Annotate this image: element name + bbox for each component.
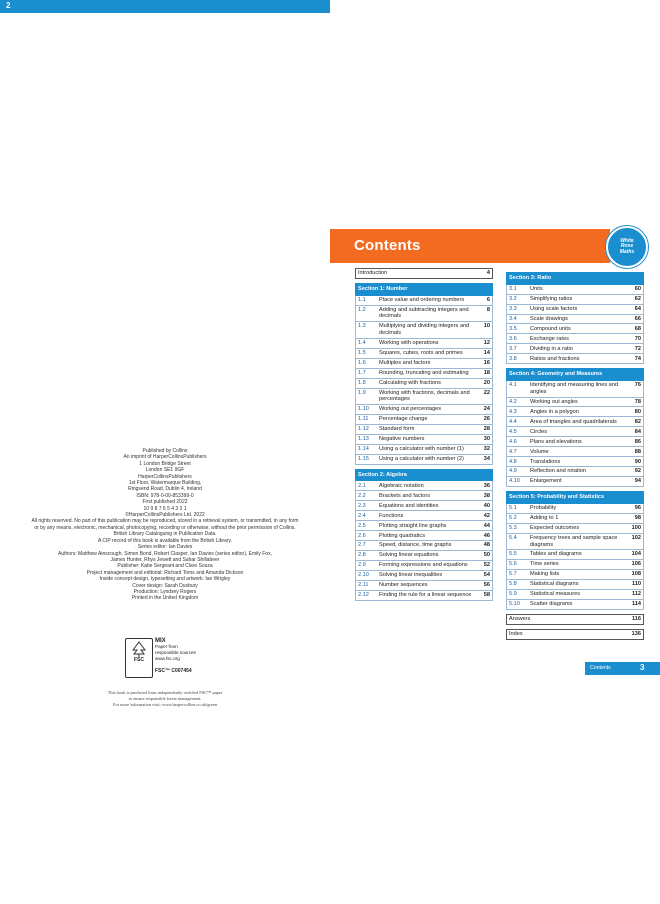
section-header	[507, 369, 644, 381]
lesson-title: Expected outcomes	[528, 523, 625, 533]
lesson-page: 72	[625, 344, 644, 354]
lesson-title: Working out angles	[528, 397, 625, 407]
contents-row[interactable]	[507, 503, 644, 513]
index-title: Index	[507, 630, 626, 640]
fsc-line1: Paper from	[155, 644, 178, 649]
lesson-title: Volume	[528, 447, 625, 457]
lesson-number: 2.6	[356, 531, 378, 541]
contents-row[interactable]	[507, 570, 644, 580]
fsc-logo	[125, 638, 153, 678]
lesson-title: Angles in a polygon	[528, 407, 625, 417]
lesson-page: 44	[474, 521, 493, 531]
lesson-page: 78	[625, 397, 644, 407]
lesson-page: 18	[474, 368, 493, 378]
lesson-page: 94	[625, 477, 644, 487]
lesson-number: 4.4	[507, 417, 529, 427]
contents-row[interactable]	[356, 481, 493, 491]
lesson-page: 98	[625, 513, 644, 523]
lesson-number: 2.1	[356, 481, 378, 491]
lesson-title: Adding to 1	[528, 513, 625, 523]
lesson-title: Plans and elevations	[528, 437, 625, 447]
contents-row[interactable]	[507, 304, 644, 314]
lesson-page: 64	[625, 304, 644, 314]
lesson-number: 1.13	[356, 434, 378, 444]
lesson-title: Plotting quadratics	[377, 531, 474, 541]
lesson-page: 84	[625, 427, 644, 437]
lesson-title: Finding the rule for a linear sequence	[377, 591, 474, 601]
lesson-title: Equations and identities	[377, 501, 474, 511]
lesson-number: 1.15	[356, 454, 378, 464]
lesson-number: 5.2	[507, 513, 529, 523]
intro-page: 4	[474, 269, 493, 279]
contents-row[interactable]	[356, 454, 493, 464]
lesson-title: Translations	[528, 457, 625, 467]
lesson-page: 110	[625, 580, 644, 590]
lesson-number: 1.9	[356, 388, 378, 405]
contents-row[interactable]	[507, 513, 644, 523]
imprint-line: London SE1 9GF	[145, 467, 185, 474]
lesson-title: Rounding, truncating and estimating	[377, 368, 474, 378]
lesson-number: 2.9	[356, 561, 378, 571]
lesson-number: 3.1	[507, 284, 529, 294]
imprint-line: Project management and editorial: Richard Toms and Amanda Dickson	[86, 569, 244, 576]
lesson-page: 14	[474, 348, 493, 358]
lesson-title: Identifying and measuring lines and angles	[528, 380, 625, 397]
intro-title: Introduction	[356, 269, 475, 279]
lesson-number: 2.10	[356, 571, 378, 581]
lesson-page: 60	[625, 284, 644, 294]
section-title: Section 5: Probability and Statistics	[507, 492, 644, 504]
lesson-title: Functions	[377, 511, 474, 521]
lesson-title: Reflection and rotation	[528, 467, 625, 477]
fsc-note-line: to ensure responsible forest management.	[128, 696, 202, 701]
contents-row[interactable]	[356, 425, 493, 435]
contents-row[interactable]	[356, 591, 493, 601]
lesson-title: Squares, cubes, roots and primes	[377, 348, 474, 358]
lesson-number: 1.14	[356, 444, 378, 454]
lesson-title: Calculating with fractions	[377, 378, 474, 388]
lesson-number: 3.5	[507, 324, 529, 334]
contents-row[interactable]	[507, 344, 644, 354]
lesson-title: Forming expressions and equations	[377, 561, 474, 571]
lesson-page: 52	[474, 561, 493, 571]
lesson-page: 6	[474, 295, 493, 305]
contents-row[interactable]	[507, 550, 644, 560]
contents-row[interactable]	[356, 501, 493, 511]
lesson-title: Ratios and fractions	[528, 354, 625, 364]
lesson-number: 1.7	[356, 368, 378, 378]
contents-row[interactable]	[356, 405, 493, 415]
contents-row[interactable]	[356, 434, 493, 444]
lesson-page: 108	[625, 570, 644, 580]
lesson-number: 4.5	[507, 427, 529, 437]
lesson-title: Probability	[528, 503, 625, 513]
imprint-line: Authors: Matthew Ainscough, Simon Bond, Robert Clasper, Ian Davies (series editor), Emily Fox,	[58, 550, 272, 557]
contents-header	[330, 229, 610, 263]
fsc-note	[40, 690, 290, 708]
lesson-page: 106	[625, 560, 644, 570]
imprint-line: A CIP record of this book is available from the British Library.	[97, 537, 233, 544]
lesson-title: Working with fractions, decimals and percentages	[377, 388, 474, 405]
page-number-left: 2	[6, 1, 11, 10]
lesson-number: 2.7	[356, 541, 378, 551]
contents-row[interactable]	[507, 467, 644, 477]
badge-text	[620, 239, 634, 256]
contents-row[interactable]	[356, 348, 493, 358]
imprint-line: An imprint of HarperCollinsPublishers	[123, 454, 207, 461]
lesson-title: Exchange rates	[528, 334, 625, 344]
lesson-page: 96	[625, 503, 644, 513]
lesson-number: 3.2	[507, 294, 529, 304]
lesson-title: Brackets and factors	[377, 491, 474, 501]
lesson-title: Place value and ordering numbers	[377, 295, 474, 305]
lesson-page: 88	[625, 447, 644, 457]
contents-row[interactable]	[507, 560, 644, 570]
lesson-number: 4.7	[507, 447, 529, 457]
page-title: Contents	[354, 237, 421, 254]
lesson-title: Using a calculator with number (2)	[377, 454, 474, 464]
lesson-page: 66	[625, 314, 644, 324]
imprint-line: Printed in the United Kingdom	[131, 595, 199, 602]
lesson-page: 54	[474, 571, 493, 581]
contents-row[interactable]	[356, 551, 493, 561]
lesson-page: 104	[625, 550, 644, 560]
imprint-line: ISBN: 978-0-00-853399-0	[136, 492, 194, 499]
lesson-title: Statistical measures	[528, 590, 625, 600]
lesson-title: Multiplying and dividing integers and decimals	[377, 322, 474, 339]
lesson-number: 2.4	[356, 511, 378, 521]
lesson-number: 5.5	[507, 550, 529, 560]
section-title: Section 1: Number	[356, 283, 493, 295]
imprint-line: Inside concept design, typesetting and artwork: Ian Wrigley	[99, 576, 231, 583]
lesson-page: 62	[625, 294, 644, 304]
contents-row[interactable]	[356, 521, 493, 531]
imprint-line: All rights reserved. No part of this publication may be reproduced, stored in a retrieval system, or transmitted, in any form	[31, 518, 299, 525]
lesson-page: 114	[625, 600, 644, 610]
lesson-title: Algebraic notation	[377, 481, 474, 491]
lesson-title: Tables and diagrams	[528, 550, 625, 560]
contents-row[interactable]	[356, 338, 493, 348]
contents-row[interactable]	[507, 437, 644, 447]
lesson-title: Speed, distance, time graphs	[377, 541, 474, 551]
section-header	[507, 273, 644, 285]
lesson-page: 10	[474, 322, 493, 339]
lesson-number: 2.5	[356, 521, 378, 531]
lesson-page: 22	[474, 388, 493, 405]
lesson-title: Enlargement	[528, 477, 625, 487]
imprint-line: HarperCollinsPublishers	[138, 473, 192, 480]
lesson-page: 76	[625, 380, 644, 397]
imprint-line: or by any means, electronic, mechanical, photocopying, recording or otherwise, without the prior permission of Collins.	[34, 524, 296, 531]
lesson-page: 100	[625, 523, 644, 533]
lesson-page: 42	[474, 511, 493, 521]
lesson-number: 5.1	[507, 503, 529, 513]
contents-row[interactable]	[507, 590, 644, 600]
lesson-number: 1.10	[356, 405, 378, 415]
lesson-number: 2.12	[356, 591, 378, 601]
lesson-title: Time series	[528, 560, 625, 570]
lesson-number: 4.6	[507, 437, 529, 447]
contents-row[interactable]	[507, 533, 644, 550]
contents-row[interactable]	[507, 427, 644, 437]
lesson-number: 1.12	[356, 425, 378, 435]
page-number-right: 3	[640, 663, 645, 672]
contents-row[interactable]	[507, 354, 644, 364]
imprint-line: Ringsend Road, Dublin 4, Ireland	[128, 486, 202, 493]
lesson-number: 4.9	[507, 467, 529, 477]
lesson-title: Adding and subtracting integers and decimals	[377, 305, 474, 322]
imprint-line: Published by Collins	[142, 448, 188, 454]
lesson-title: Area of triangles and quadrilaterals	[528, 417, 625, 427]
lesson-page: 48	[474, 541, 493, 551]
lesson-number: 3.4	[507, 314, 529, 324]
imprint-line: Cover design: Sarah Duxbury	[132, 582, 198, 589]
lesson-page: 26	[474, 415, 493, 425]
fsc-note-line: This book is produced from independently certified FSC™ paper	[107, 690, 223, 695]
footer-band	[330, 662, 585, 675]
intro-row[interactable]	[356, 269, 493, 279]
contents-row[interactable]	[507, 397, 644, 407]
lesson-page: 68	[625, 324, 644, 334]
lesson-title: Number sequences	[377, 581, 474, 591]
lesson-title: Multiples and factors	[377, 358, 474, 368]
footer-tab-label: Contents	[590, 665, 611, 671]
lesson-title: Simplifying ratios	[528, 294, 625, 304]
contents-row[interactable]	[356, 378, 493, 388]
answers-row[interactable]	[507, 615, 644, 625]
contents-row[interactable]	[507, 417, 644, 427]
lesson-page: 112	[625, 590, 644, 600]
lesson-page: 40	[474, 501, 493, 511]
lesson-title: Solving linear inequalities	[377, 571, 474, 581]
contents-row[interactable]	[356, 415, 493, 425]
imprint-line: 10 9 8 7 6 5 4 3 2 1	[143, 505, 187, 512]
lesson-number: 4.1	[507, 380, 529, 397]
lesson-number: 3.6	[507, 334, 529, 344]
lesson-title: Dividing in a ratio	[528, 344, 625, 354]
answers-page: 116	[625, 615, 644, 625]
lesson-number: 5.6	[507, 560, 529, 570]
lesson-title: Compound units	[528, 324, 625, 334]
contents-row[interactable]	[356, 322, 493, 339]
lesson-number: 4.3	[507, 407, 529, 417]
section-title: Section 2: Algebra	[356, 469, 493, 481]
section-title: Section 4: Geometry and Measures	[507, 369, 644, 381]
lesson-title: Frequency trees and sample space diagrams	[528, 533, 625, 550]
lesson-page: 34	[474, 454, 493, 464]
contents-table-right	[506, 268, 644, 640]
contents-row[interactable]	[356, 511, 493, 521]
contents-column-left	[355, 268, 493, 601]
imprint-line: 1st Floor, Watermarque Building,	[128, 480, 202, 487]
lesson-number: 5.4	[507, 533, 529, 550]
lesson-page: 56	[474, 581, 493, 591]
lesson-page: 32	[474, 444, 493, 454]
lesson-number: 5.3	[507, 523, 529, 533]
lesson-title: Negative numbers	[377, 434, 474, 444]
fsc-label	[155, 638, 196, 662]
section-header	[507, 492, 644, 504]
contents-row[interactable]	[356, 368, 493, 378]
imprint-line: First published 2022	[142, 499, 188, 506]
lesson-number: 1.11	[356, 415, 378, 425]
tree-icon	[130, 641, 148, 657]
lesson-title: Working out percentages	[377, 405, 474, 415]
fsc-logo-text: FSC	[134, 657, 144, 663]
contents-row[interactable]	[507, 580, 644, 590]
fsc-certification	[125, 638, 205, 678]
imprint-line: 1 London Bridge Street	[139, 460, 191, 467]
contents-row[interactable]	[507, 477, 644, 487]
right-page	[330, 0, 660, 904]
lesson-page: 102	[625, 533, 644, 550]
imprint-line: James Hunter, Rhys Jewett and Sahar Shillabeer	[110, 556, 220, 563]
badge-line: Maths	[619, 248, 635, 255]
answers-title: Answers	[507, 615, 626, 625]
lesson-page: 58	[474, 591, 493, 601]
lesson-page: 38	[474, 491, 493, 501]
contents-row[interactable]	[356, 444, 493, 454]
lesson-number: 1.6	[356, 358, 378, 368]
lesson-page: 36	[474, 481, 493, 491]
lesson-page: 46	[474, 531, 493, 541]
lesson-title: Using a calculator with number (1)	[377, 444, 474, 454]
white-rose-maths-badge	[606, 226, 648, 268]
imprint-line: ©HarperCollinsPublishers Ltd. 2022	[125, 512, 205, 519]
badge-line: Rose	[620, 243, 634, 250]
lesson-number: 1.2	[356, 305, 378, 322]
contents-row[interactable]	[356, 388, 493, 405]
lesson-number: 3.8	[507, 354, 529, 364]
fsc-note-line: For more information visit: www.harpercollins.co.uk/green	[113, 702, 217, 707]
lesson-title: Solving linear equations	[377, 551, 474, 561]
contents-row[interactable]	[507, 407, 644, 417]
lesson-page: 20	[474, 378, 493, 388]
lesson-title: Scale drawings	[528, 314, 625, 324]
lesson-title: Units	[528, 284, 625, 294]
fsc-code: FSC™ C007454	[155, 668, 192, 674]
lesson-number: 4.2	[507, 397, 529, 407]
imprint-line: British Library Cataloguing in Publication Data.	[113, 531, 217, 538]
index-row[interactable]	[507, 630, 644, 640]
lesson-number: 5.10	[507, 600, 529, 610]
lesson-number: 5.7	[507, 570, 529, 580]
badge-line: White	[620, 237, 634, 244]
contents-table-left	[355, 268, 493, 601]
imprint-block	[8, 448, 322, 602]
fsc-mix: MIX	[155, 638, 166, 644]
lesson-number: 1.5	[356, 348, 378, 358]
fsc-line2: responsible sources	[155, 650, 196, 655]
contents-row[interactable]	[356, 358, 493, 368]
lesson-number: 1.4	[356, 338, 378, 348]
lesson-page: 80	[625, 407, 644, 417]
contents-row[interactable]	[356, 571, 493, 581]
lesson-number: 2.2	[356, 491, 378, 501]
lesson-title: Percentage change	[377, 415, 474, 425]
index-page: 136	[625, 630, 644, 640]
imprint-line: Production: Lyndsey Rogers	[133, 588, 197, 595]
lesson-title: Scatter diagrams	[528, 600, 625, 610]
lesson-number: 3.7	[507, 344, 529, 354]
contents-row[interactable]	[507, 314, 644, 324]
contents-row[interactable]	[356, 305, 493, 322]
lesson-title: Statistical diagrams	[528, 580, 625, 590]
section-title: Section 3: Ratio	[507, 273, 644, 285]
section-header	[356, 283, 493, 295]
lesson-number: 4.10	[507, 477, 529, 487]
lesson-title: Making lists	[528, 570, 625, 580]
contents-row[interactable]	[356, 491, 493, 501]
contents-row[interactable]	[507, 447, 644, 457]
contents-row[interactable]	[356, 295, 493, 305]
imprint-line: Publisher: Katie Sergeant and Clare Souza	[117, 563, 213, 570]
imprint-line: Series editor: Ian Davies	[137, 544, 193, 551]
lesson-page: 12	[474, 338, 493, 348]
contents-column-right	[506, 268, 644, 640]
lesson-page: 74	[625, 354, 644, 364]
left-footer-bar	[0, 0, 330, 13]
lesson-title: Working with operations	[377, 338, 474, 348]
contents-row[interactable]	[507, 523, 644, 533]
contents-row[interactable]	[356, 531, 493, 541]
contents-row[interactable]	[507, 380, 644, 397]
lesson-page: 28	[474, 425, 493, 435]
lesson-number: 2.8	[356, 551, 378, 561]
lesson-page: 70	[625, 334, 644, 344]
section-header	[356, 469, 493, 481]
lesson-title: Using scale factors	[528, 304, 625, 314]
lesson-number: 1.3	[356, 322, 378, 339]
contents-row[interactable]	[507, 600, 644, 610]
lesson-number: 2.3	[356, 501, 378, 511]
contents-row[interactable]	[356, 561, 493, 571]
contents-row[interactable]	[507, 294, 644, 304]
contents-row[interactable]	[507, 284, 644, 294]
lesson-number: 3.3	[507, 304, 529, 314]
lesson-number: 1.8	[356, 378, 378, 388]
contents-row[interactable]	[507, 334, 644, 344]
lesson-title: Plotting straight line graphs	[377, 521, 474, 531]
lesson-number: 1.1	[356, 295, 378, 305]
contents-footer-tab[interactable]	[587, 662, 617, 675]
lesson-number: 4.8	[507, 457, 529, 467]
lesson-page: 92	[625, 467, 644, 477]
lesson-title: Circles	[528, 427, 625, 437]
contents-row[interactable]	[356, 581, 493, 591]
contents-row[interactable]	[507, 457, 644, 467]
lesson-page: 90	[625, 457, 644, 467]
lesson-number: 5.8	[507, 580, 529, 590]
contents-row[interactable]	[356, 541, 493, 551]
lesson-page: 8	[474, 305, 493, 322]
lesson-number: 5.9	[507, 590, 529, 600]
fsc-site: www.fsc.org	[155, 656, 180, 661]
lesson-page: 86	[625, 437, 644, 447]
lesson-page: 50	[474, 551, 493, 561]
lesson-page: 30	[474, 434, 493, 444]
contents-row[interactable]	[507, 324, 644, 334]
lesson-page: 24	[474, 405, 493, 415]
lesson-page: 82	[625, 417, 644, 427]
lesson-number: 2.11	[356, 581, 378, 591]
lesson-page: 16	[474, 358, 493, 368]
lesson-title: Standard form	[377, 425, 474, 435]
